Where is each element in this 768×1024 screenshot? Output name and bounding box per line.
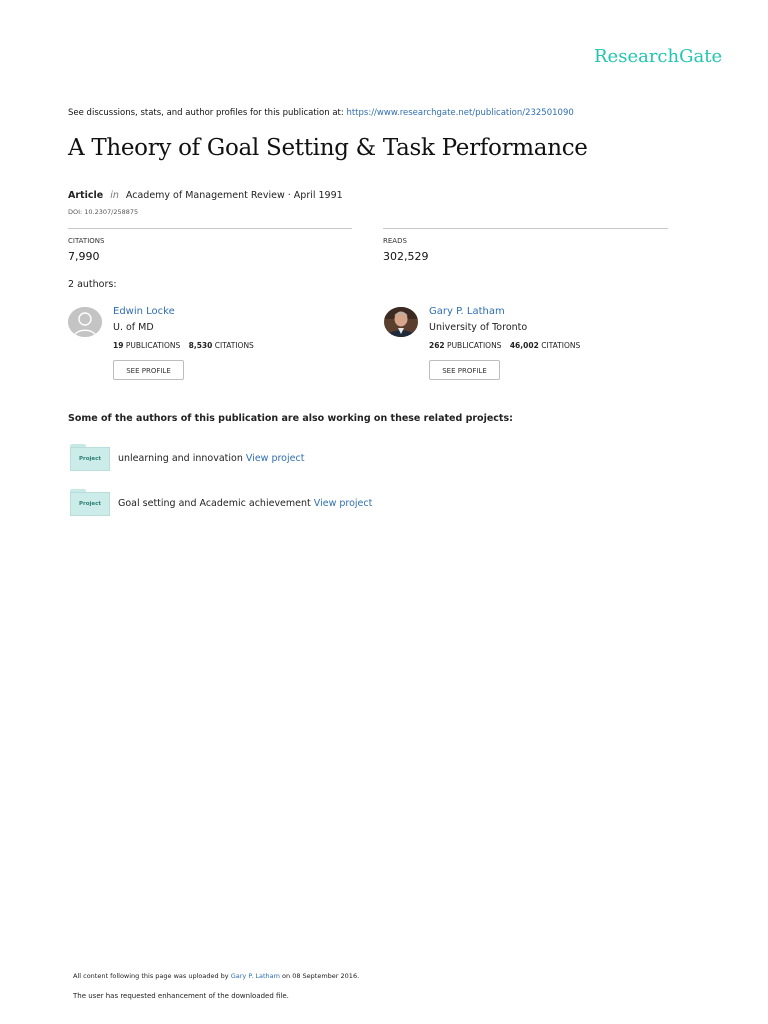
project-name: Goal setting and Academic achievement xyxy=(118,498,311,509)
citations-value: 7,990 xyxy=(68,250,100,263)
author-citations-count: 46,002 xyxy=(509,341,539,350)
author-card-edwin-locke xyxy=(68,305,358,385)
project-text xyxy=(118,453,304,464)
project-icon-label: Project xyxy=(70,492,110,516)
enhancement-note: The user has requested enhancement of the downloaded file. xyxy=(73,992,289,1000)
related-project-item xyxy=(70,489,470,519)
publication-meta xyxy=(68,190,343,201)
divider-citations xyxy=(68,228,352,229)
doi: DOI: 10.2307/258875 xyxy=(68,208,139,216)
upload-prefix: All content following this page was uploaded by xyxy=(73,972,229,980)
author-publications-label: PUBLICATIONS xyxy=(447,341,502,350)
see-discussions-line xyxy=(68,108,574,118)
publication-url-link[interactable]: https://www.researchgate.net/publication/232501090 xyxy=(346,108,574,118)
author-name-link[interactable]: Gary P. Latham xyxy=(429,306,505,317)
page-title: A Theory of Goal Setting & Task Performance xyxy=(68,135,588,161)
citations-label: CITATIONS xyxy=(68,237,105,245)
researchgate-logo[interactable]: ResearchGate xyxy=(594,46,723,67)
project-folder-icon xyxy=(70,444,110,472)
project-text xyxy=(118,498,372,509)
upload-note xyxy=(73,972,359,980)
reads-label: READS xyxy=(383,237,407,245)
reads-value: 302,529 xyxy=(383,250,429,263)
view-project-link[interactable]: View project xyxy=(313,498,373,509)
see-discussions-text: See discussions, stats, and author profiles for this publication at: xyxy=(68,108,344,118)
divider-reads xyxy=(383,228,668,229)
author-citations-label: CITATIONS xyxy=(541,341,581,350)
author-publications-label: PUBLICATIONS xyxy=(125,341,181,350)
author-citations-count: 8,530 xyxy=(188,341,213,350)
related-projects-heading: Some of the authors of this publication are also working on these related projects: xyxy=(68,413,513,424)
author-stats xyxy=(429,341,580,350)
default-person-icon[interactable] xyxy=(68,307,102,337)
authors-label: 2 authors: xyxy=(68,279,117,290)
author-institution: University of Toronto xyxy=(429,322,528,333)
author-card-gary-latham xyxy=(384,305,674,385)
project-folder-icon xyxy=(70,489,110,517)
in-word: in xyxy=(110,190,119,201)
related-project-item xyxy=(70,444,470,474)
venue-date: Academy of Management Review · April 1991 xyxy=(125,190,343,201)
see-profile-button[interactable]: SEE PROFILE xyxy=(113,360,184,380)
author-citations-label: CITATIONS xyxy=(214,341,254,350)
uploader-link[interactable]: Gary P. Latham xyxy=(230,972,280,980)
upload-suffix: on 08 September 2016. xyxy=(282,972,360,980)
project-name: unlearning and innovation xyxy=(118,453,243,464)
author-publications-count: 262 xyxy=(429,341,445,350)
publication-kind: Article xyxy=(68,190,104,201)
author-name-link[interactable]: Edwin Locke xyxy=(113,306,175,317)
author-publications-count: 19 xyxy=(113,341,124,350)
view-project-link[interactable]: View project xyxy=(245,453,305,464)
project-icon-label: Project xyxy=(70,447,110,471)
see-profile-button[interactable]: SEE PROFILE xyxy=(429,360,500,380)
profile-photo[interactable] xyxy=(384,307,418,337)
author-stats xyxy=(113,341,254,350)
author-institution: U. of MD xyxy=(113,322,154,333)
